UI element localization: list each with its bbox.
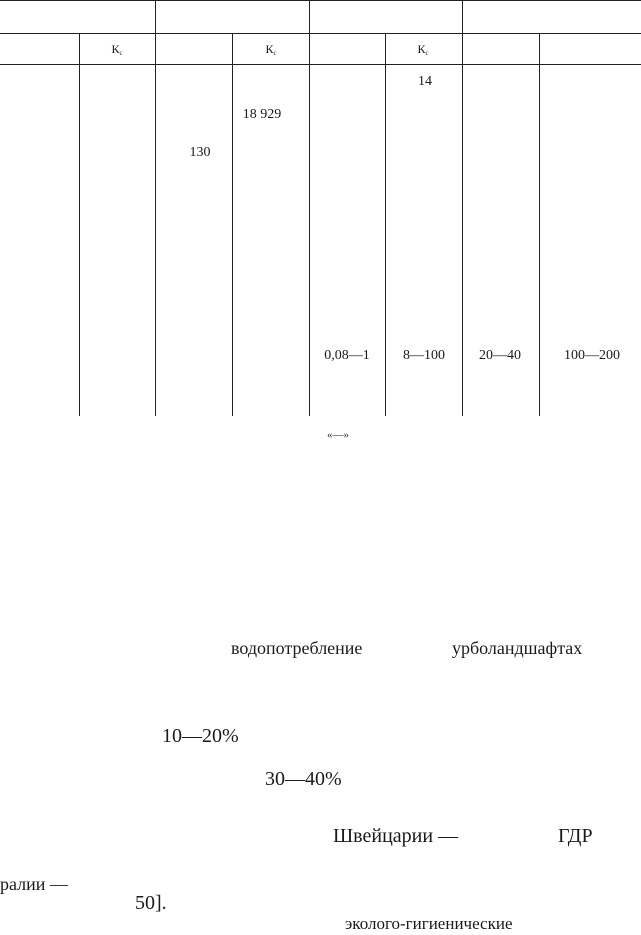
- kc-header-label: К: [111, 42, 120, 56]
- kc-header: [417, 42, 428, 60]
- table-footnote: «—»: [327, 429, 349, 441]
- table-subheader-rule: [0, 64, 641, 65]
- text-fragment: ГДР: [558, 825, 593, 847]
- kc-header-sub: с: [425, 49, 429, 57]
- table-top-border: [0, 0, 641, 1]
- column-divider: [385, 33, 386, 416]
- column-divider: [79, 33, 80, 416]
- table-cell: 8—100: [403, 348, 445, 363]
- text-fragment: 10—20%: [162, 725, 239, 747]
- kc-header-label: К: [417, 42, 426, 56]
- kc-header-label: К: [265, 42, 274, 56]
- column-divider: [309, 0, 310, 416]
- kc-header: [111, 42, 122, 60]
- table-cell: 14: [418, 74, 432, 89]
- kc-header-sub: с: [119, 49, 123, 57]
- text-fragment: ралии —: [0, 874, 68, 894]
- column-divider: [462, 0, 463, 416]
- table-cell: 18 929: [242, 107, 282, 122]
- column-divider: [232, 33, 233, 416]
- data-table: [0, 0, 641, 440]
- text-fragment: 30—40%: [265, 768, 342, 790]
- table-cell: 100—200: [564, 348, 620, 363]
- kc-header-sub: с: [273, 49, 277, 57]
- column-divider: [155, 0, 156, 416]
- table-cell: 130: [189, 145, 211, 160]
- text-fragment: 50].: [135, 892, 167, 914]
- kc-header: [265, 42, 276, 60]
- table-header-rule: [0, 33, 641, 34]
- table-cell: 20—40: [479, 348, 521, 363]
- text-fragment: водопотребление: [231, 638, 363, 658]
- table-cell: 0,08—1: [324, 348, 370, 363]
- text-fragment: урболандшафтах: [452, 638, 583, 658]
- text-fragment: Швейцарии —: [333, 825, 459, 847]
- column-divider: [539, 33, 540, 416]
- text-fragment: эколого-гигиенические: [345, 914, 513, 933]
